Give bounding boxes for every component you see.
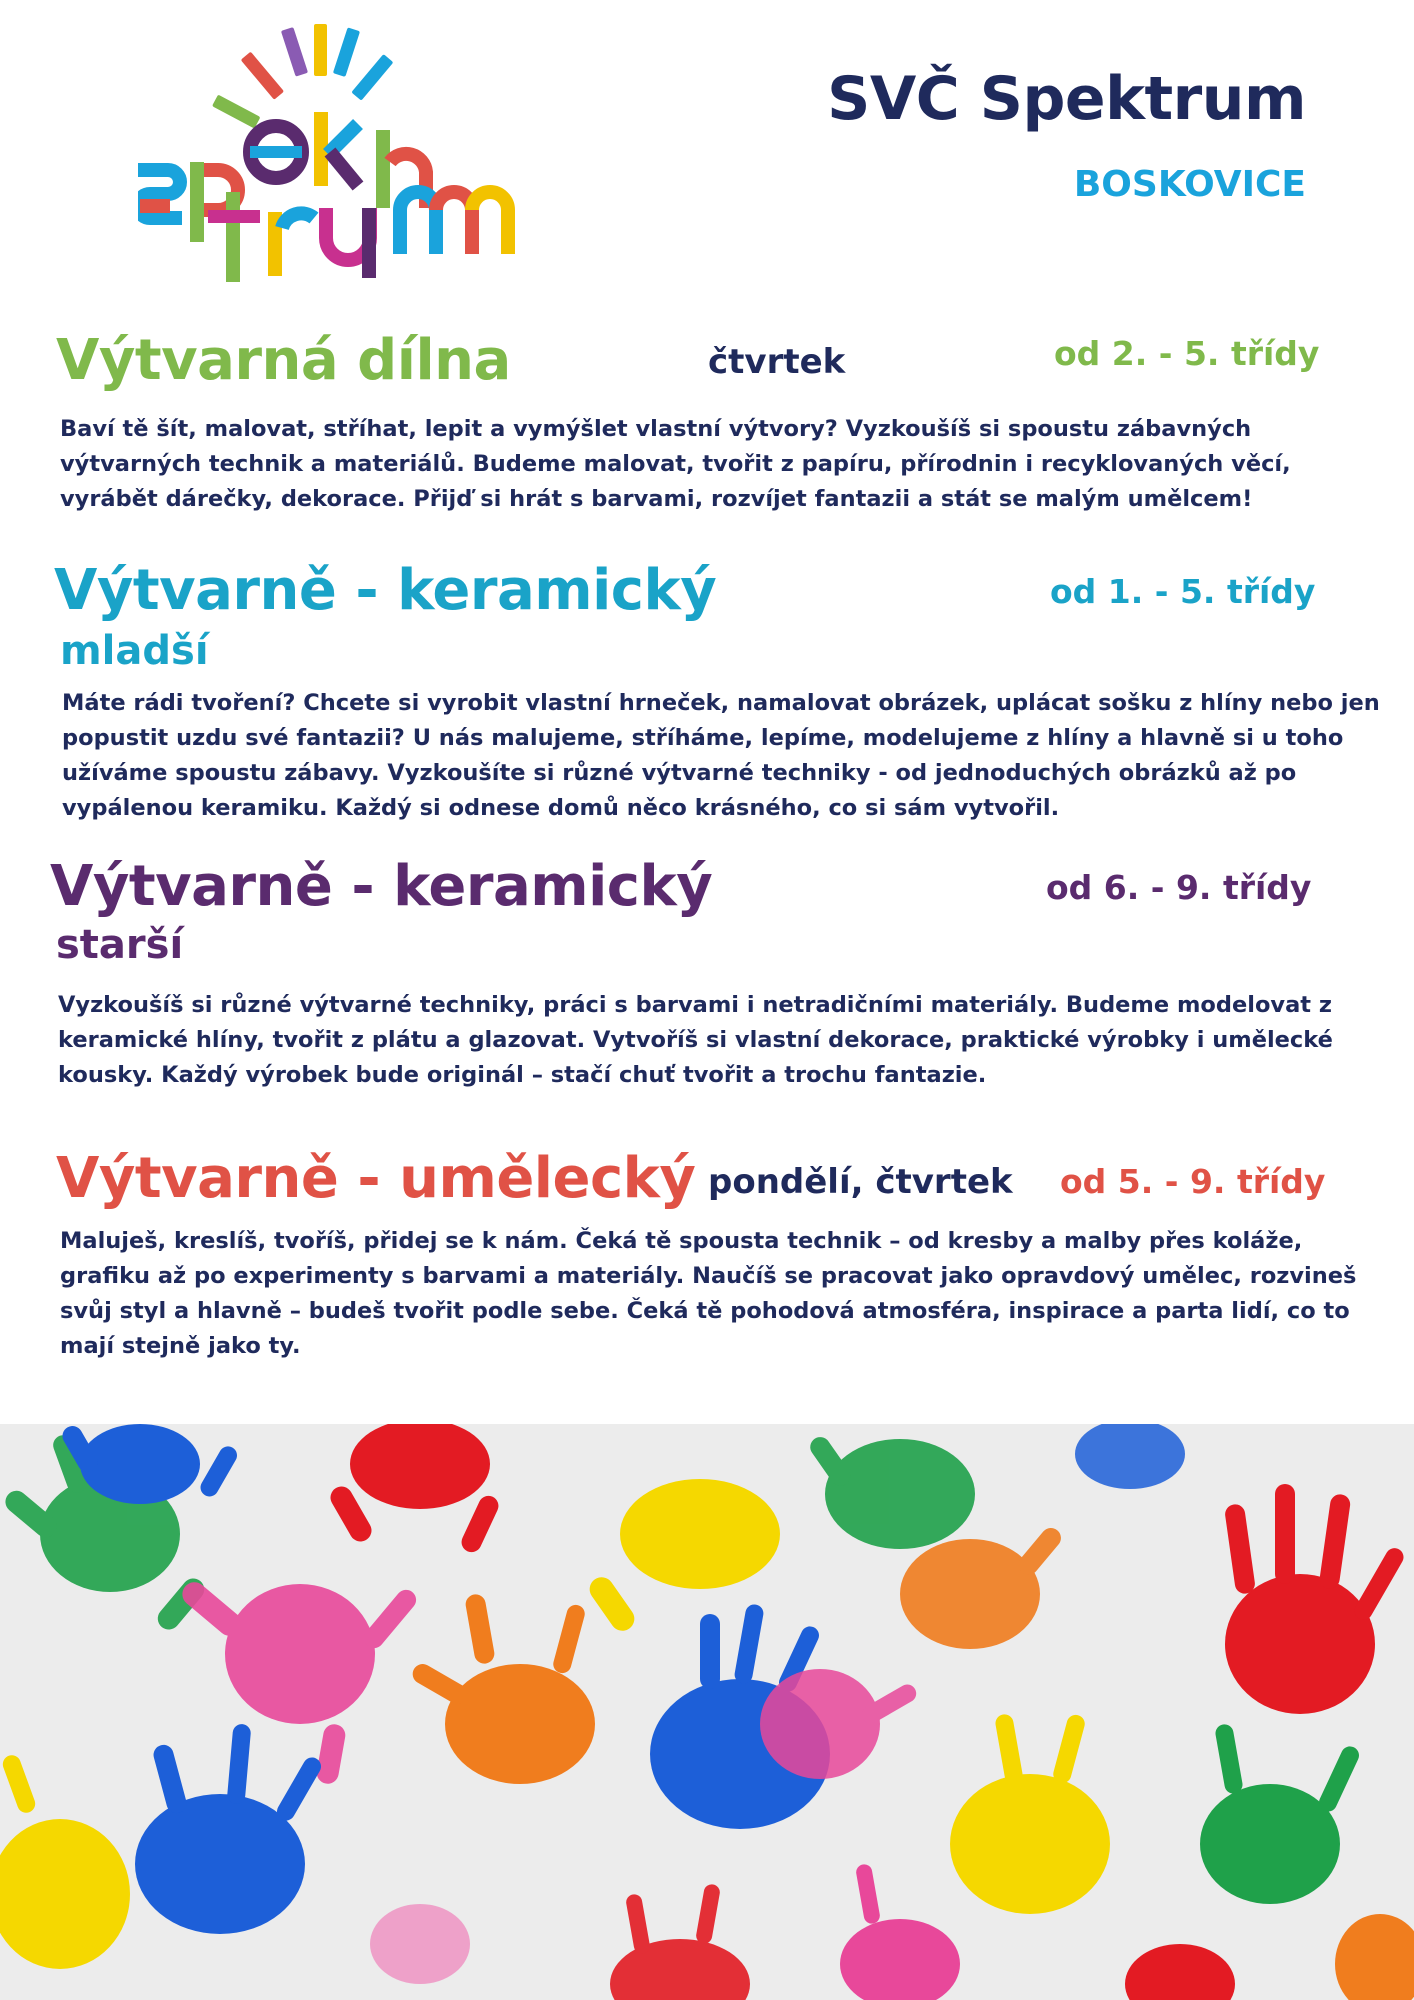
- section-grades: od 5. - 9. třídy: [1060, 1162, 1326, 1201]
- section-day: čtvrtek: [708, 342, 846, 382]
- section-description: Máte rádi tvoření? Chcete si vyrobit vlastní hrneček, namalovat obrázek, uplácat sošku z hlíny nebo jen popustit uzdu své fantazii? U nás malujeme, stříháme, lepíme, modelujeme z hlíny a hlavně si u toho užíváme spoustu zábavy. Vyzkoušíte si různé výtvarné techniky - od jednoduchých obrázků až po vypálenou keramiku. Každý si odnese domů něco krásného, co si sám vytvořil.: [62, 690, 1380, 821]
- section-title-umelecky: Výtvarně - umělecký: [56, 1146, 696, 1211]
- section-description: Baví tě šít, malovat, stříhat, lepit a vymýšlet vlastní výtvory? Vyzkoušíš si spoustu zábavných výtvarných technik a materiálů. Budeme malovat, tvořit z papíru, přírodnin i recyklovaných věcí, vyrábět dárečky, dekorace. Přijď si hrát s barvami, rozvíjet fantazii a stát se malým umělcem!: [60, 416, 1291, 512]
- section-grades: od 6. - 9. třídy: [1046, 868, 1312, 907]
- handprints-image: [0, 1424, 1414, 2000]
- section-description: Maluješ, kreslíš, tvoříš, přidej se k nám. Čeká tě spousta technik – od kresby a malby přes koláže, grafiku až po experimenty s barvami a materiály. Naučíš se pracovat jako opravdový umělec, rozvineš svůj styl a hlavně – budeš tvořit podle sebe. Čeká tě pohodová atmosféra, inspirace a parta lidí, co to mají stejně jako ty.: [60, 1228, 1357, 1359]
- section-title-keramicky-starsi: Výtvarně - keramický: [50, 854, 713, 919]
- section-title-keramicky-mladsi: Výtvarně - keramický: [54, 558, 717, 623]
- section-grades: od 1. - 5. třídy: [1050, 572, 1316, 611]
- spektrum-logo: [138, 22, 524, 302]
- section-description: Vyzkoušíš si různé výtvarné techniky, práci s barvami i netradičními materiály. Budeme modelovat z keramické hlíny, tvořit z plátu a glazovat. Vytvoříš si vlastní dekorace, praktické výrobky i umělecké kousky. Každý výrobek bude originál – stačí chuť tvořit a trochu fantazie.: [58, 992, 1333, 1088]
- organization-title: SVČ Spektrum: [827, 64, 1306, 134]
- section-title-vytvarna-dilna: Výtvarná dílna: [56, 328, 511, 393]
- section-day: pondělí, čtvrtek: [708, 1162, 1013, 1202]
- organization-city: BOSKOVICE: [1073, 164, 1306, 205]
- section-subtitle: starší: [56, 922, 184, 968]
- section-subtitle: mladší: [60, 628, 209, 674]
- section-grades: od 2. - 5. třídy: [1054, 334, 1320, 373]
